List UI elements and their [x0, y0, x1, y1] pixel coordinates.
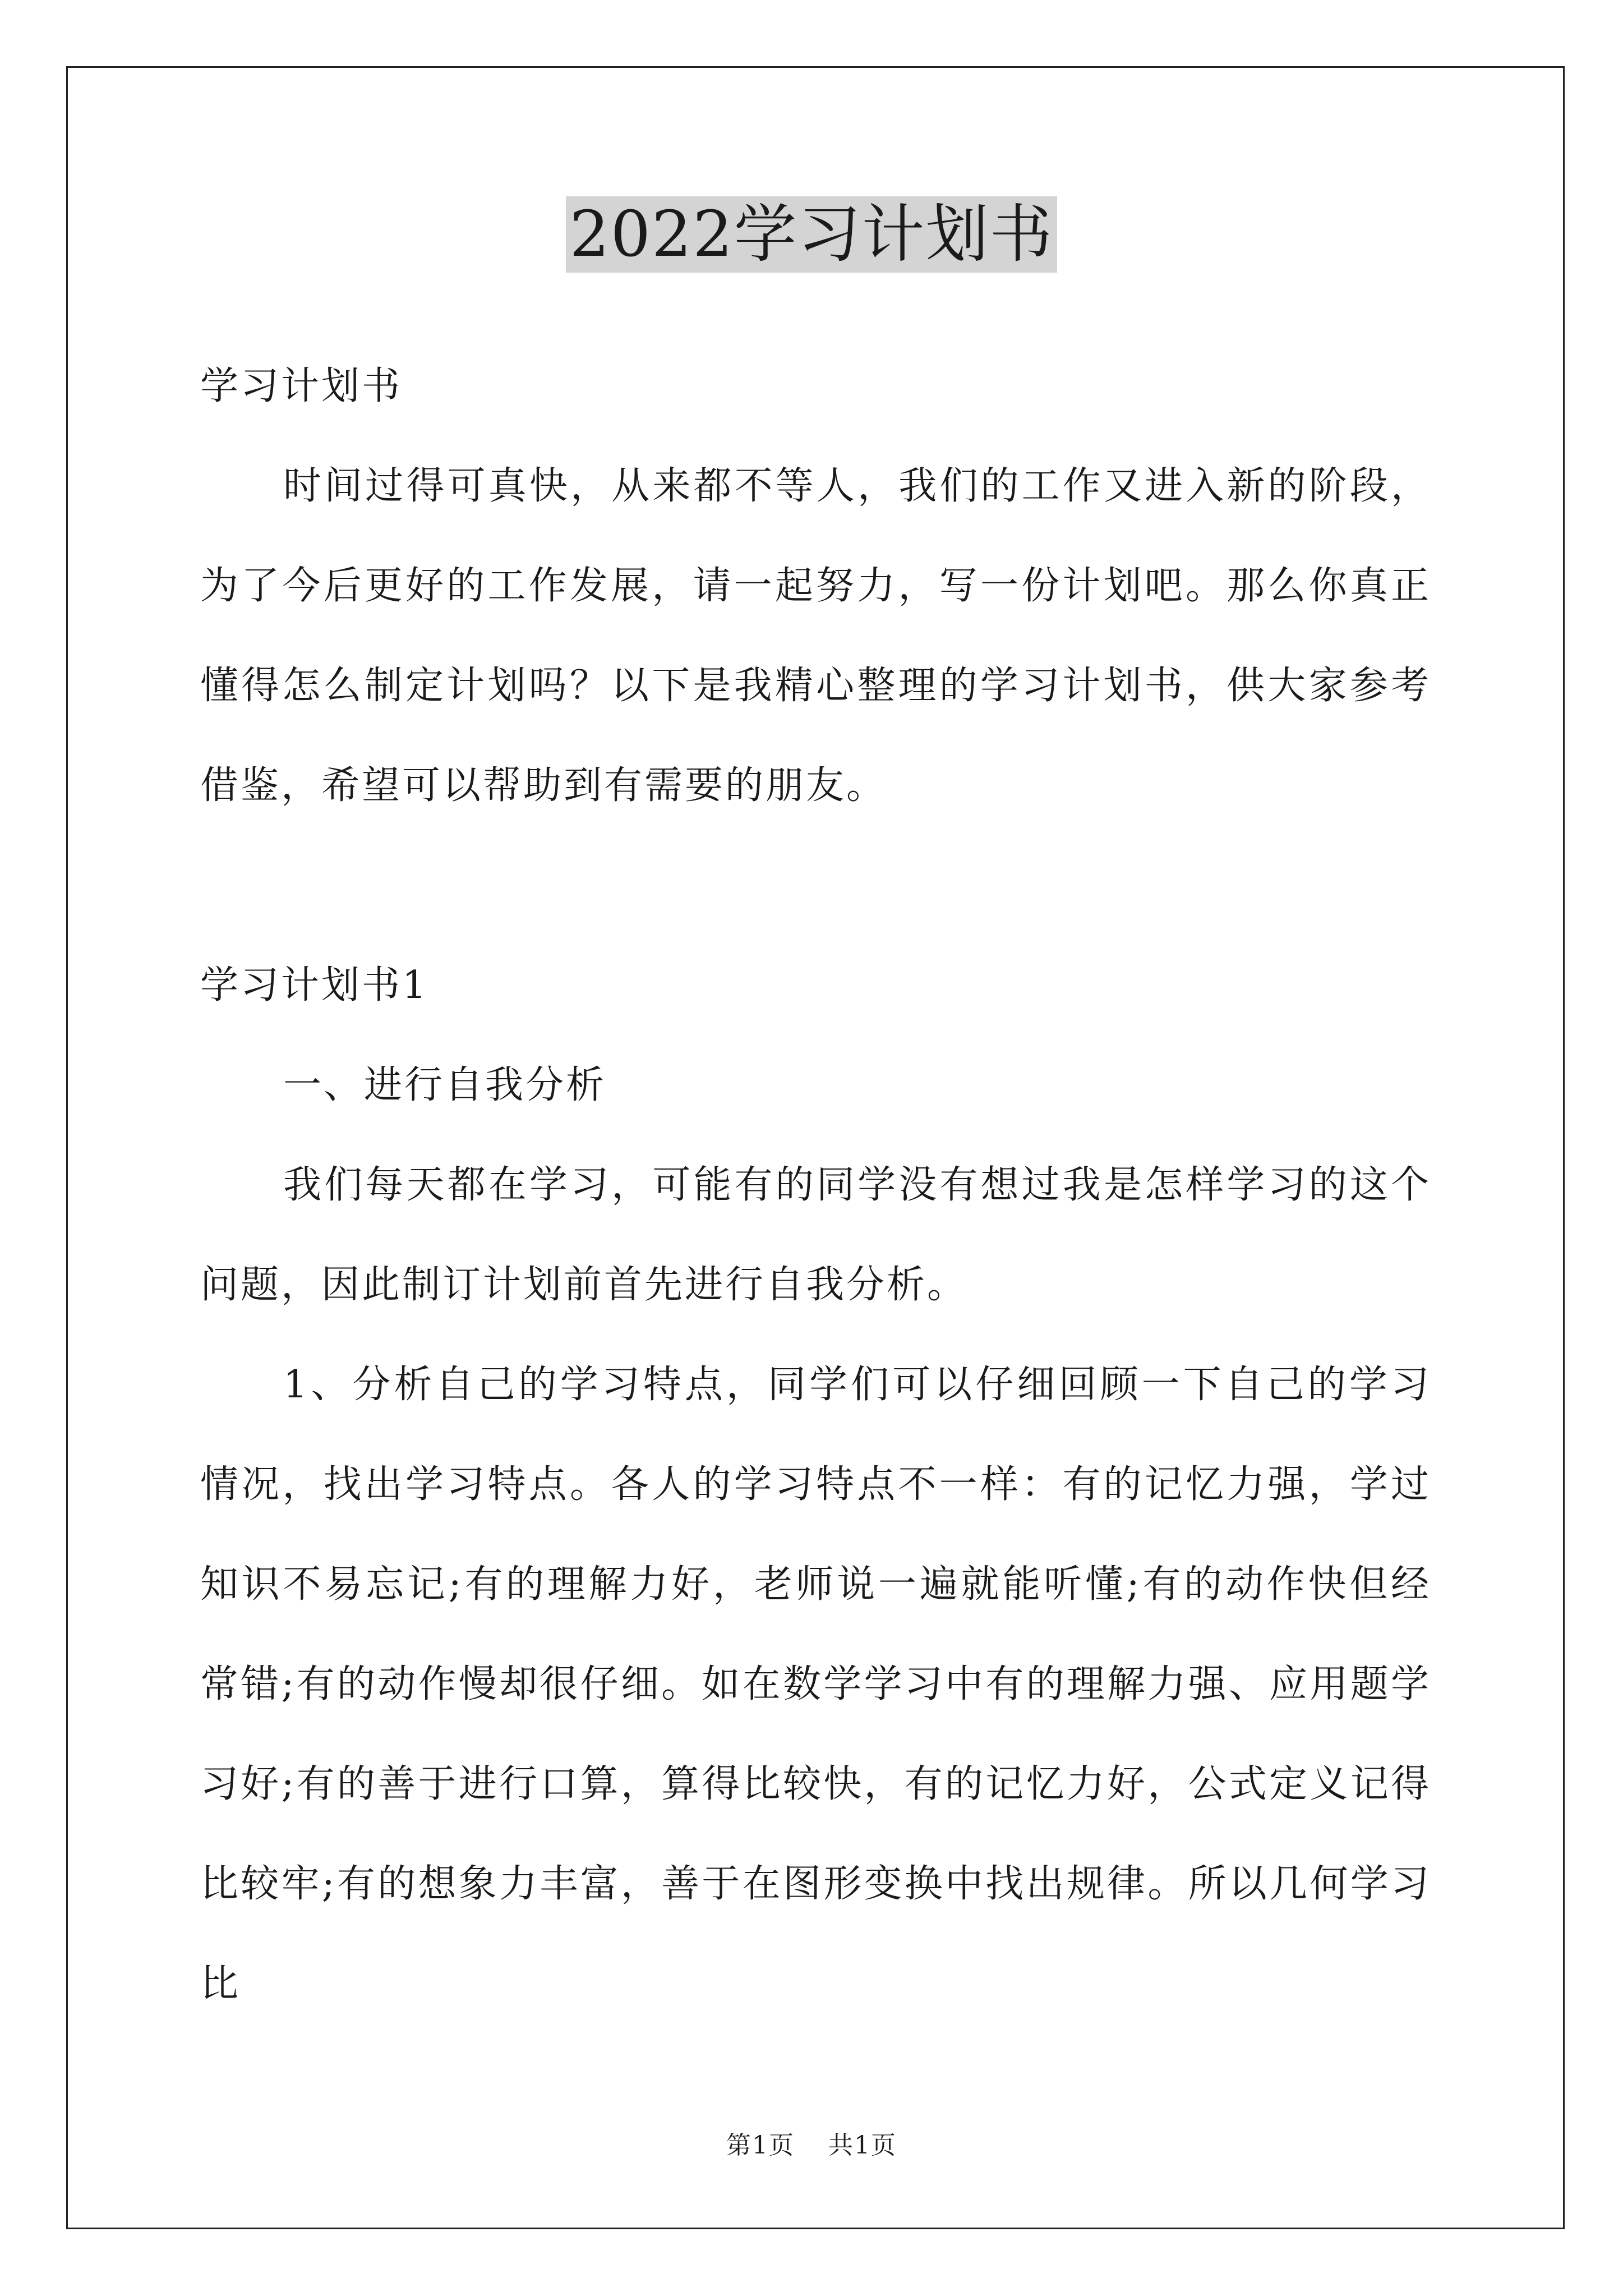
- body-paragraph: 1、分析自己的学习特点，同学们可以仔细回顾一下自己的学习情况，找出学习特点。各人的学习特点不一样：有的记忆力强，学过知识不易忘记;有的理解力好，老师说一遍就能听懂;有的动作快但经常错;有的动作慢却很仔细。如在数学学习中有的理解力强、应用题学习好;有的善于进行口算，算得比较快，有的记忆力好，公式定义记得比较牢;有的想象力丰富，善于在图形变换中找出规律。所以几何学习比: [200, 1363, 1431, 2006]
- body-paragraph: 我们每天都在学习，可能有的同学没有想过我是怎样学习的这个问题，因此制订计划前首先进行自我分析。: [200, 1163, 1431, 1307]
- page-number: 第1页: [726, 2131, 795, 2160]
- document-body: [200, 337, 1431, 2034]
- page-footer: [0, 2129, 1623, 2162]
- section-heading: 学习计划书1: [200, 963, 429, 1007]
- paragraph-gap: [200, 836, 1431, 936]
- document-title: 2022学习计划书: [566, 196, 1057, 273]
- title-container: [0, 196, 1623, 273]
- page-total: 共1页: [828, 2131, 897, 2160]
- section-heading: 学习计划书: [200, 364, 403, 408]
- intro-paragraph: 时间过得可真快，从来都不等人，我们的工作又进入新的阶段，为了今后更好的工作发展，请一起努力，写一份计划吧。那么你真正懂得怎么制定计划吗？以下是我精心整理的学习计划书，供大家参考借鉴，希望可以帮助到有需要的朋友。: [200, 464, 1431, 808]
- subsection-heading: 一、进行自我分析: [283, 1063, 607, 1107]
